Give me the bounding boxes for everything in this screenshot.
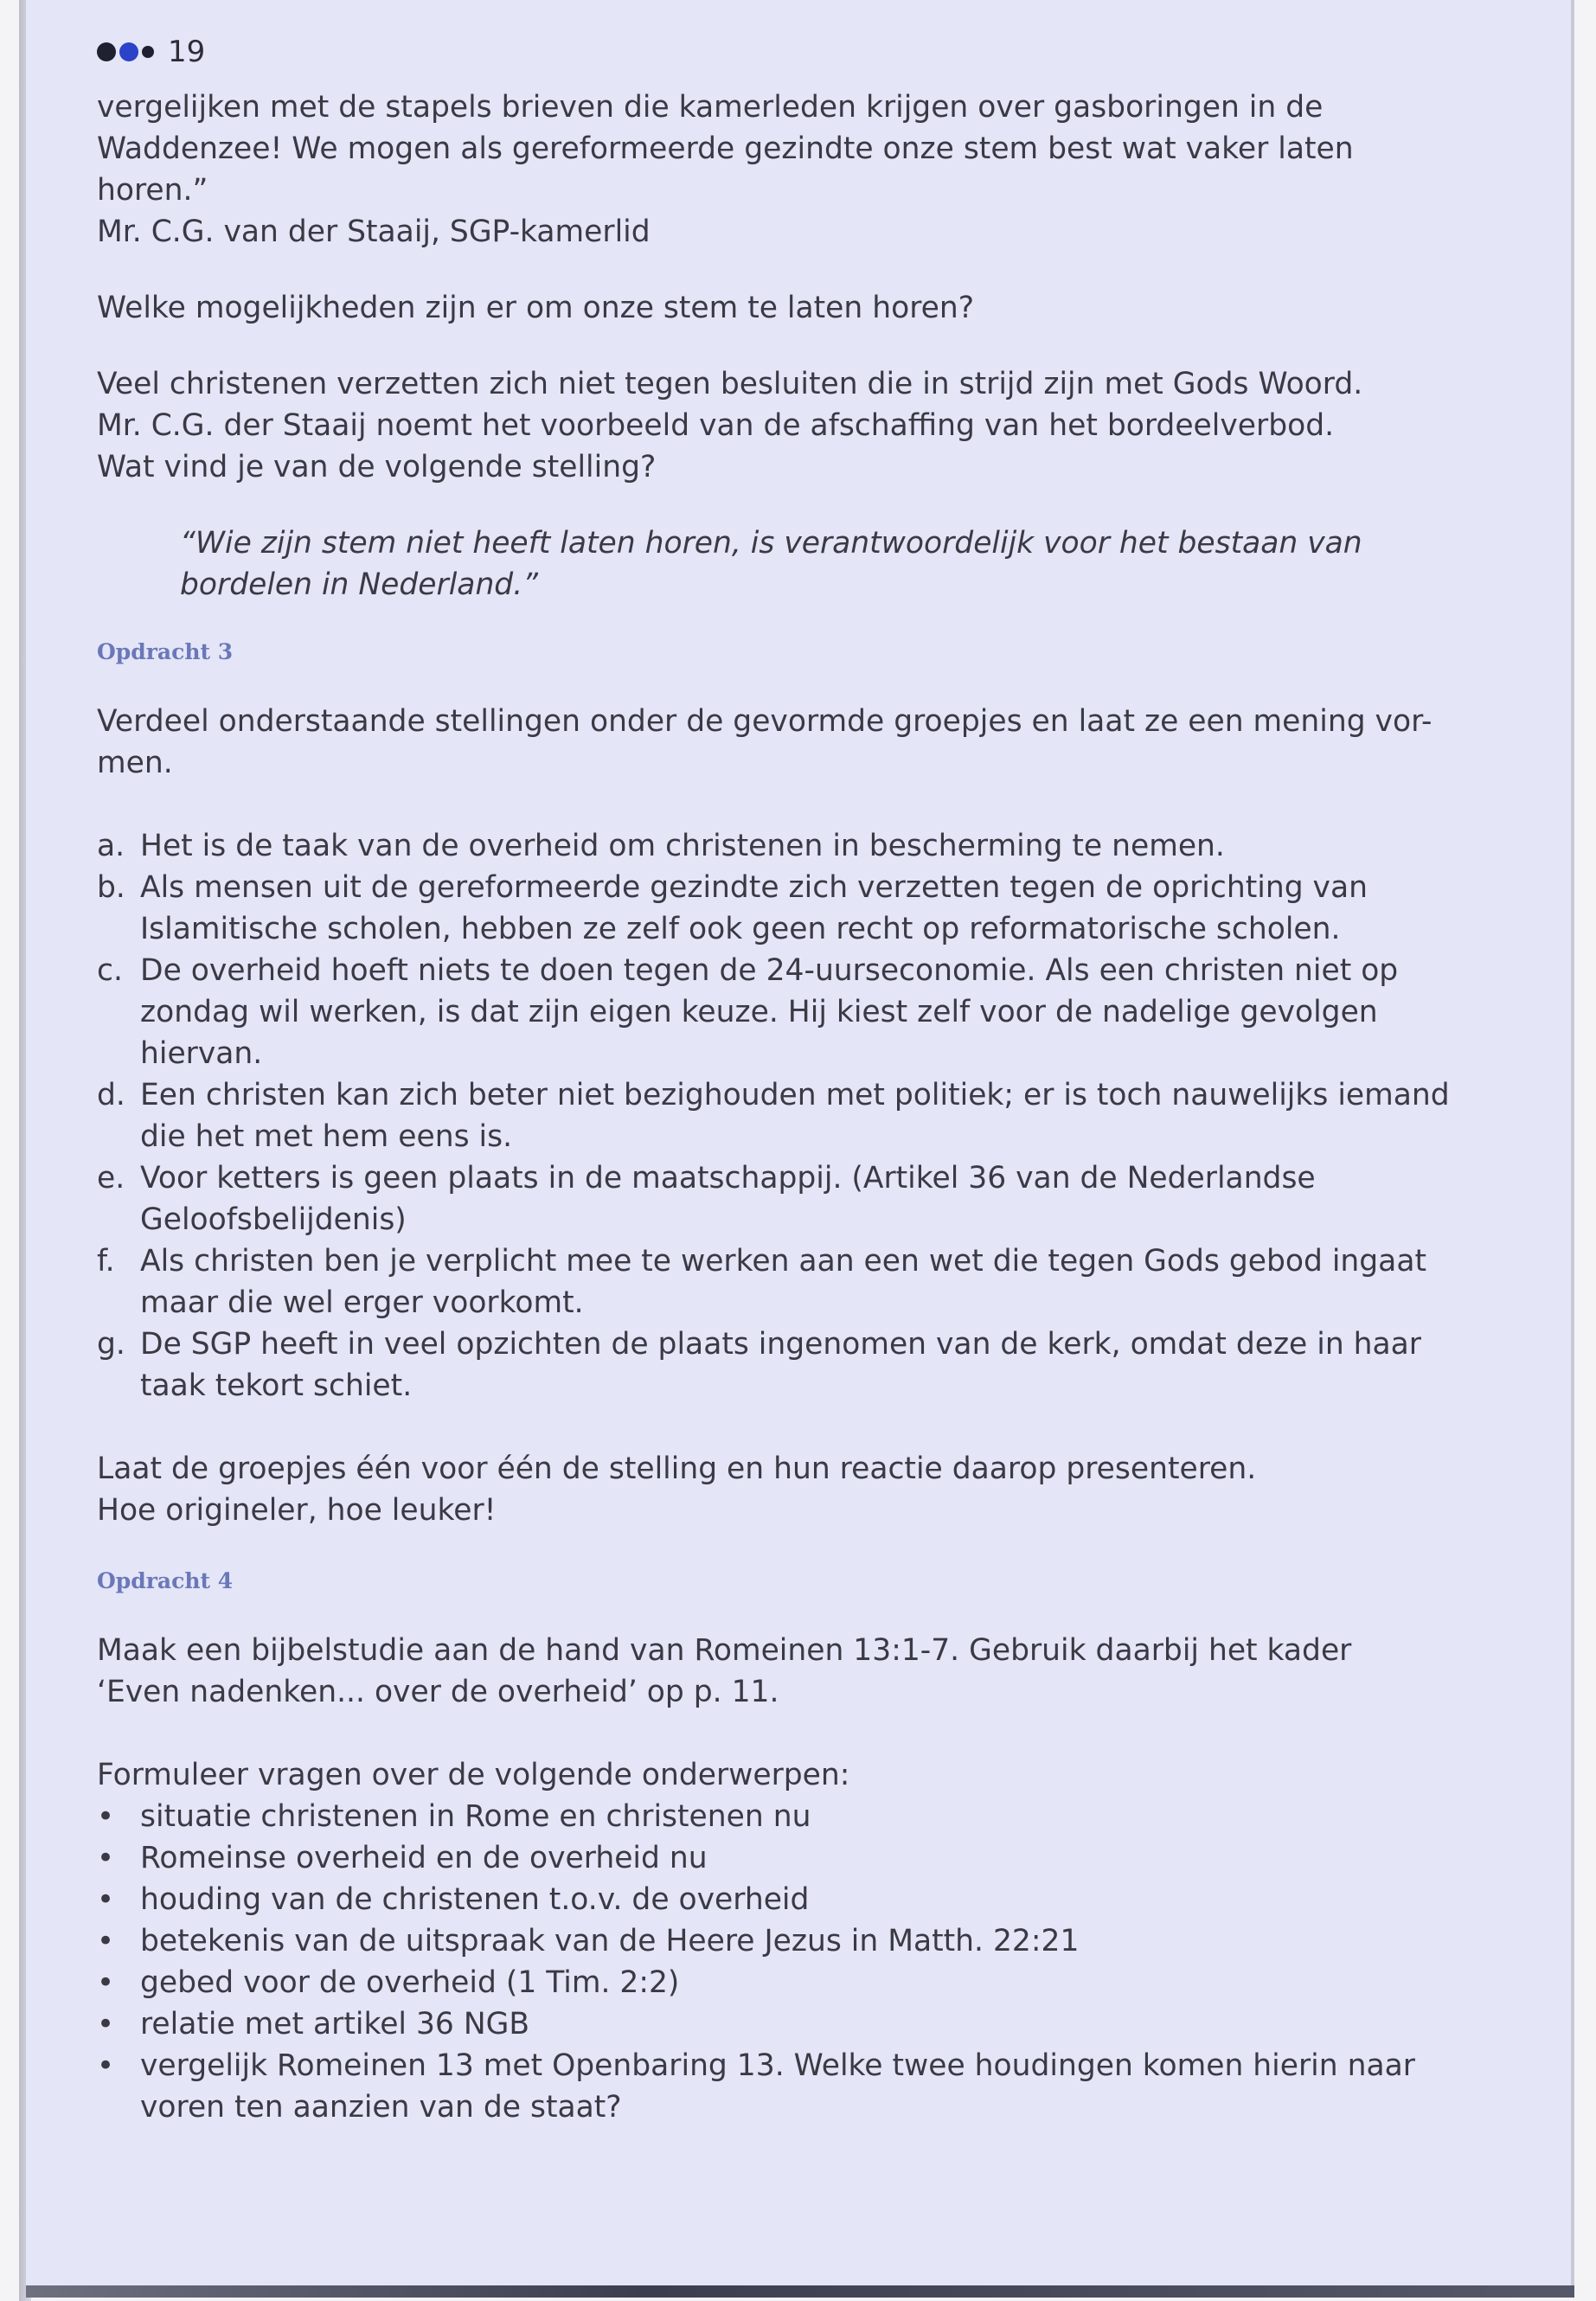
quote-line: Waddenzee! We mogen als gereformeerde gezindte onze stem best wat vaker laten [97,131,1354,166]
topic-text: voren ten aanzien van de staat? [140,2090,622,2125]
statement-letter: b. [97,870,125,905]
statement-text: Als christen ben je verplicht mee te werken aan een wet die tegen Gods gebod ingaat [140,1244,1426,1279]
bullet-icon: • [97,2007,115,2041]
closing-line: Hoe origineler, hoe leuker! [97,1493,497,1528]
assignment-4-prompt: Formuleer vragen over de volgende onderwerpen: [97,1758,850,1792]
statement-item [97,950,1498,1074]
statement-letter: f. [97,1244,115,1279]
statement-text: taak tekort schiet. [140,1368,413,1403]
statement-text: Als mensen uit de gereformeerde gezindte zich verzetten tegen de oprichting van [140,870,1368,905]
topic-item [97,1879,1498,1920]
topic-text: vergelijk Romeinen 13 met Openbaring 13. Welke twee houdingen komen hierin naar [140,2048,1415,2083]
paragraph-line: Veel christenen verzetten zich niet tegen besluiten die in strijd zijn met Gods Woord. [97,367,1363,401]
bullet-icon: • [97,1841,115,1875]
topic-text: betekenis van de uitspraak van de Heere Jezus in Matth. 22:21 [140,1924,1080,1958]
bullet-icon: • [97,2048,115,2083]
topic-item [97,1796,1498,1837]
assignment-4-intro-line: ‘Even nadenken... over de overheid’ op p. 11. [97,1675,779,1709]
statement-letter: e. [97,1161,125,1195]
assignment-3-title: Opdracht 3 [97,639,234,664]
topic-item [97,2003,1498,2045]
statement-text: hiervan. [140,1036,263,1071]
bullet-icon: • [97,1882,115,1917]
statement-letter: d. [97,1078,125,1112]
dot-small [142,46,154,58]
statement-item [97,1324,1498,1407]
statement-letter: a. [97,829,125,863]
page-number: 19 [168,35,206,69]
topic-text: relatie met artikel 36 NGB [140,2007,530,2041]
statement-item [97,867,1498,950]
statement-text: Het is de taak van de overheid om christenen in bescherming te nemen. [140,829,1225,863]
statement-item [97,1240,1498,1324]
statement-item [97,1157,1498,1240]
topic-item [97,1962,1498,2003]
bullet-icon: • [97,1799,115,1834]
statement-text: Voor ketters is geen plaats in de maatschappij. (Artikel 36 van de Nederlandse [140,1161,1316,1195]
quote-line: horen.” [97,173,208,208]
closing-line: Laat de groepjes één voor één de stelling en hun reactie daarop presenteren. [97,1452,1257,1486]
topic-list [97,1796,1498,2128]
assignment-3-intro-line: Verdeel onderstaande stellingen onder de gevormde groepjes en laat ze een mening vor- [97,704,1433,739]
statement-list [97,825,1498,1407]
assignment-4-intro-line: Maak een bijbelstudie aan de hand van Romeinen 13:1-7. Gebruik daarbij het kader [97,1633,1352,1668]
dot-dark [97,42,116,61]
assignment-3-intro-line: men. [97,746,173,780]
topic-text: gebed voor de overheid (1 Tim. 2:2) [140,1965,680,2000]
page-bottom-edge [26,2285,1574,2298]
topic-item [97,1837,1498,1879]
topic-item [97,1920,1498,1962]
statement-line: “Wie zijn stem niet heeft laten horen, is verantwoordelijk voor het bestaan van [180,526,1362,561]
paragraph-line: Mr. C.G. der Staaij noemt het voorbeeld van de afschaffing van het bordeelverbod. [97,408,1335,443]
statement-text: De overheid hoeft niets te doen tegen de 24-uurseconomie. Als een christen niet op [140,953,1399,988]
quote-line: vergelijken met de stapels brieven die kamerleden krijgen over gasboringen in de [97,90,1324,125]
topic-text: houding van de christenen t.o.v. de overheid [140,1882,810,1917]
dot-blue [119,42,138,61]
statement-text: die het met hem eens is. [140,1119,513,1154]
paragraph-line: Wat vind je van de volgende stelling? [97,450,657,484]
decorative-dots-icon [97,42,157,61]
statement-text: Een christen kan zich beter niet bezighouden met politiek; er is toch nauwelijks iemand [140,1078,1450,1112]
topic-text: Romeinse overheid en de overheid nu [140,1841,708,1875]
statement-text: maar die wel erger voorkomt. [140,1285,584,1320]
discussion-question: Welke mogelijkheden zijn er om onze stem te laten horen? [97,291,975,325]
statement-item [97,1074,1498,1157]
statement-item [97,825,1498,867]
page-content [97,26,1498,2128]
statement-text: zondag wil werken, is dat zijn eigen keuze. Hij kiest zelf voor de nadelige gevolgen [140,995,1378,1029]
topic-text: situatie christenen in Rome en christenen nu [140,1799,811,1834]
statement-text: De SGP heeft in veel opzichten de plaats ingenomen van de kerk, omdat deze in haar [140,1327,1421,1362]
statement-text: Geloofsbelijdenis) [140,1202,407,1237]
statement-text: Islamitische scholen, hebben ze zelf ook geen recht op reformatorische scholen. [140,912,1341,946]
bullet-icon: • [97,1924,115,1958]
statement-line: bordelen in Nederland.” [180,567,539,602]
page-header [97,26,1498,78]
bullet-icon: • [97,1965,115,2000]
quote-attribution: Mr. C.G. van der Staaij, SGP-kamerlid [97,215,651,249]
statement-letter: c. [97,953,123,988]
assignment-4-title: Opdracht 4 [97,1568,234,1593]
topic-item [97,2045,1498,2128]
statement-quote [180,522,1460,606]
statement-letter: g. [97,1327,125,1362]
